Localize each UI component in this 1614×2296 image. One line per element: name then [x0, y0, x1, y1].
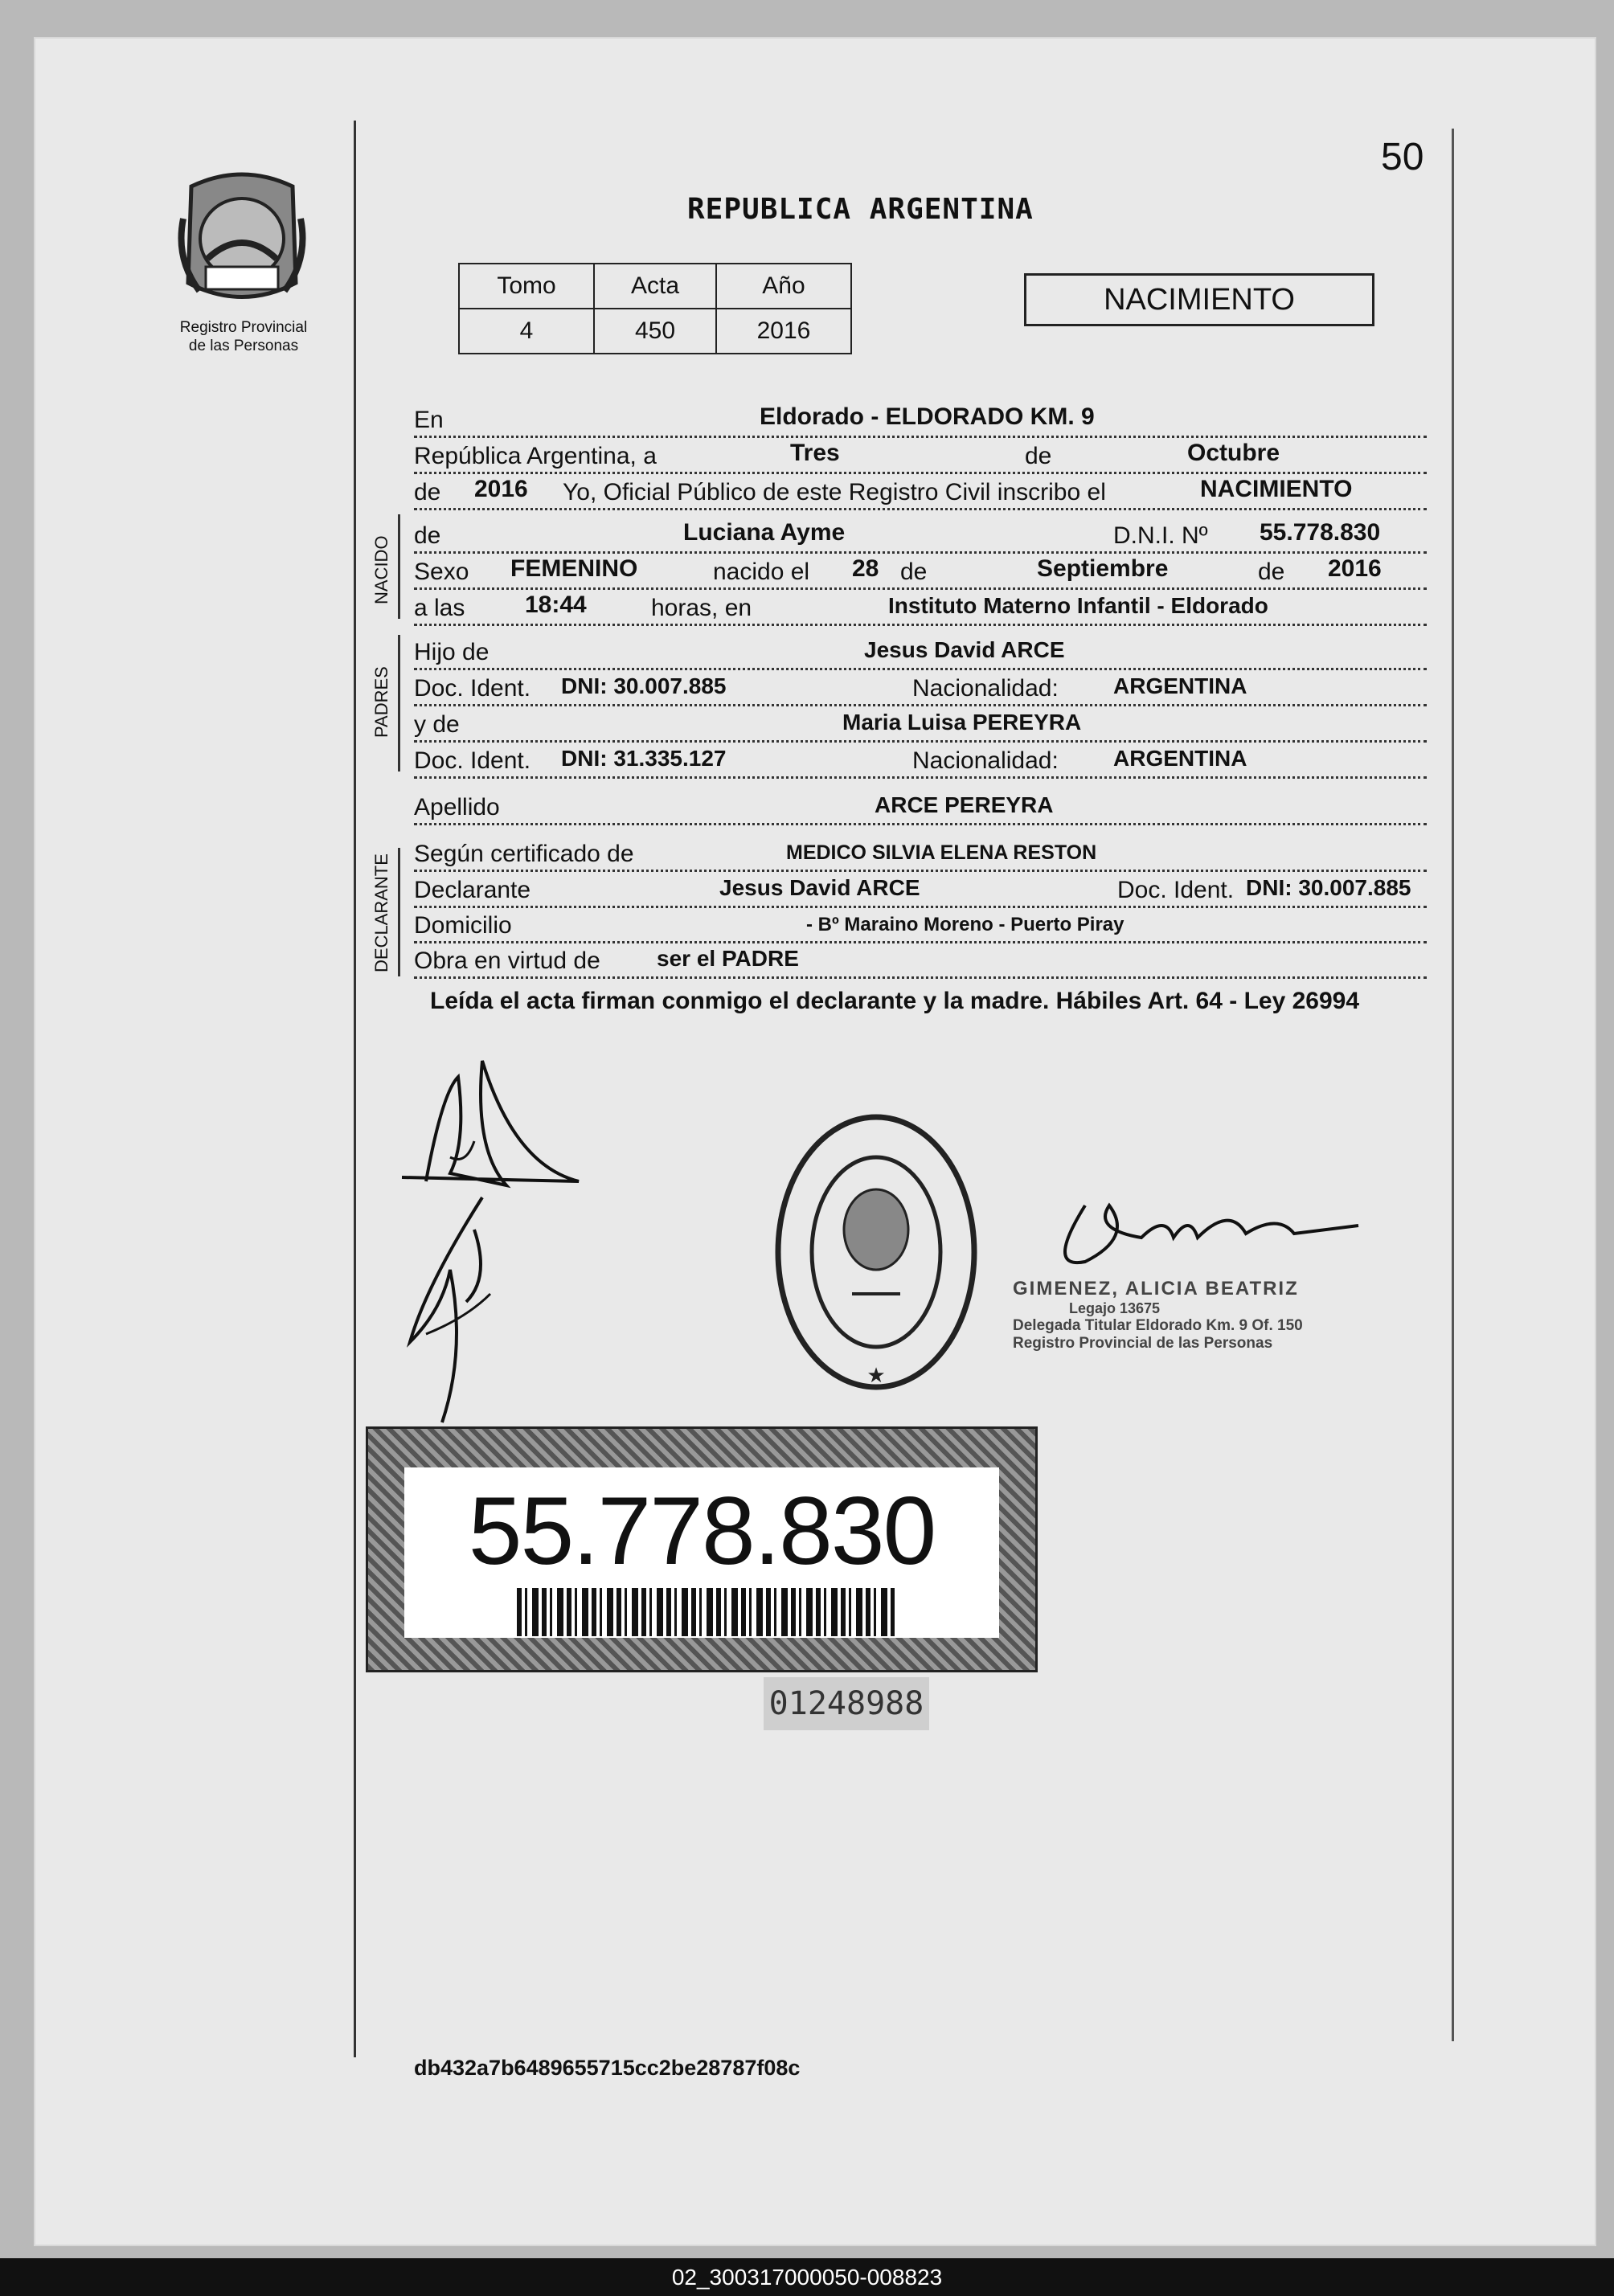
record-table — [458, 263, 852, 354]
en-value: Eldorado - ELDORADO KM. 9 — [760, 403, 1095, 430]
padres-section-label: PADRES — [371, 666, 391, 738]
birth-de-label: de — [900, 559, 928, 585]
record-value-ano: 2016 — [716, 309, 851, 354]
mother-nat: ARGENTINA — [1113, 746, 1247, 771]
line-apellido — [414, 786, 1427, 825]
decl-doc: DNI: 30.007.885 — [1246, 875, 1411, 900]
line-republica — [414, 435, 1427, 474]
record-header-row — [459, 264, 851, 309]
logo-caption-line2: de las Personas — [188, 338, 299, 354]
dom-value: - Bº Maraino Moreno - Puerto Piray — [806, 914, 1124, 935]
signature-oficial-icon — [1037, 1189, 1374, 1278]
birth-de-label-2: de — [1258, 559, 1285, 585]
apellido-value: ARCE PEREYRA — [875, 792, 1054, 817]
legal-note: Leída el acta firman conmigo el declarante y la madre. Hábiles Art. 64 - Ley 26994 — [430, 988, 1360, 1014]
birth-place: Instituto Materno Infantil - Eldorado — [888, 593, 1268, 618]
cert-label: Según certificado de — [414, 841, 634, 867]
obra-label: Obra en virtud de — [414, 947, 600, 974]
delegacion-seal-icon — [772, 1109, 981, 1394]
horas-label: horas, en — [651, 595, 752, 621]
sexo-value: FEMENINO — [510, 555, 638, 582]
birth-year: 2016 — [1328, 555, 1382, 582]
birth-month: Septiembre — [1037, 555, 1169, 582]
sexo-label: Sexo — [414, 559, 469, 585]
left-margin-line — [354, 121, 356, 2057]
logo-caption — [153, 318, 334, 355]
document-title: REPUBLICA ARGENTINA — [687, 193, 1034, 226]
stamp-role: Delegada Titular Eldorado Km. 9 Of. 150 — [1013, 1317, 1303, 1334]
birth-day: 28 — [852, 555, 879, 582]
id-barcode-label — [366, 1426, 1038, 1672]
padres-bracket — [398, 635, 400, 771]
stamp-registry: Registro Provincial de las Personas — [1013, 1335, 1273, 1352]
line-hijo — [414, 631, 1427, 670]
nacido-dni: 55.778.830 — [1260, 519, 1381, 546]
decl-value: Jesus David ARCE — [719, 875, 920, 900]
record-header-ano: Año — [716, 264, 851, 309]
logo-caption-line1: Registro Provincial — [179, 319, 308, 336]
mother-nat-label: Nacionalidad: — [912, 747, 1059, 774]
a-las-label: a las — [414, 595, 465, 621]
record-value-row — [459, 309, 851, 354]
barcode-inner — [404, 1467, 999, 1638]
month-value: Octubre — [1187, 440, 1280, 466]
en-label: En — [414, 407, 444, 433]
mother-doc-label: Doc. Ident. — [414, 747, 531, 774]
declarante-bracket — [398, 848, 400, 976]
record-header-acta: Acta — [594, 264, 716, 309]
record-value-tomo: 4 — [459, 309, 594, 354]
father-nat-label: Nacionalidad: — [912, 675, 1059, 702]
y-de-label: y de — [414, 711, 460, 738]
record-value-acta: 450 — [594, 309, 716, 354]
stamp-name: GIMENEZ, ALICIA BEATRIZ — [1013, 1278, 1299, 1299]
decl-doc-label: Doc. Ident. — [1117, 877, 1235, 903]
line-en — [414, 399, 1427, 438]
act-value: NACIMIENTO — [1200, 476, 1353, 502]
record-header-tomo: Tomo — [459, 264, 594, 309]
mother-doc: DNI: 31.335.127 — [561, 746, 727, 771]
line-hora — [414, 587, 1427, 626]
stamp-legajo: Legajo 13675 — [1069, 1300, 1161, 1316]
yo-label: Yo, Oficial Público de este Registro Civil inscribo el — [563, 479, 1106, 505]
nacido-el-label: nacido el — [713, 559, 810, 585]
line-domicilio — [414, 904, 1427, 943]
dni-label: D.N.I. Nº — [1113, 522, 1208, 549]
line-nacido-name — [414, 514, 1427, 554]
dom-label: Domicilio — [414, 912, 512, 939]
scan-footer: 02_300317000050-008823 — [0, 2258, 1614, 2296]
nacido-de-label: de — [414, 522, 441, 549]
record-kind-box: NACIMIENTO — [1024, 273, 1374, 326]
right-margin-line — [1452, 129, 1454, 2041]
oficial-stamp — [1013, 1278, 1326, 1353]
mother-name: Maria Luisa PEREYRA — [842, 710, 1082, 735]
barcode-number: 55.778.830 — [468, 1477, 936, 1585]
svg-text:★: ★ — [866, 1363, 886, 1387]
apellido-label: Apellido — [414, 794, 500, 821]
line-obra — [414, 939, 1427, 979]
line-certificado — [414, 833, 1427, 872]
year-de-label: de — [414, 479, 441, 505]
line-mother-doc — [414, 739, 1427, 779]
decl-label: Declarante — [414, 877, 531, 903]
serial-number: 01248988 — [764, 1677, 929, 1730]
line-yo — [414, 471, 1427, 510]
obra-value: ser el PADRE — [657, 946, 799, 971]
republica-label: República Argentina, a — [414, 443, 657, 469]
nacido-name: Luciana Ayme — [683, 519, 846, 546]
month-de-label: de — [1025, 443, 1052, 469]
line-y-de — [414, 703, 1427, 743]
declarante-section-label: DECLARANTE — [371, 853, 391, 972]
line-father-doc — [414, 667, 1427, 706]
nacido-bracket — [398, 514, 400, 619]
signature-declarante-icon — [394, 1045, 595, 1430]
line-declarante — [414, 869, 1427, 908]
nacido-section-label: NACIDO — [371, 535, 391, 604]
year-value: 2016 — [474, 476, 528, 502]
father-nat: ARGENTINA — [1113, 673, 1247, 698]
document-hash: db432a7b6489655715cc2be28787f08c — [414, 2056, 801, 2080]
father-doc-label: Doc. Ident. — [414, 675, 531, 702]
line-sexo — [414, 550, 1427, 590]
page-number: 50 — [1381, 136, 1424, 178]
barcode-bars-icon — [517, 1588, 895, 1636]
father-name: Jesus David ARCE — [864, 637, 1065, 662]
hijo-label: Hijo de — [414, 639, 490, 665]
father-doc: DNI: 30.007.885 — [561, 673, 727, 698]
day-value: Tres — [790, 440, 840, 466]
misiones-seal-icon — [175, 170, 309, 312]
cert-value: MEDICO SILVIA ELENA RESTON — [786, 841, 1097, 864]
birth-time: 18:44 — [525, 591, 587, 618]
